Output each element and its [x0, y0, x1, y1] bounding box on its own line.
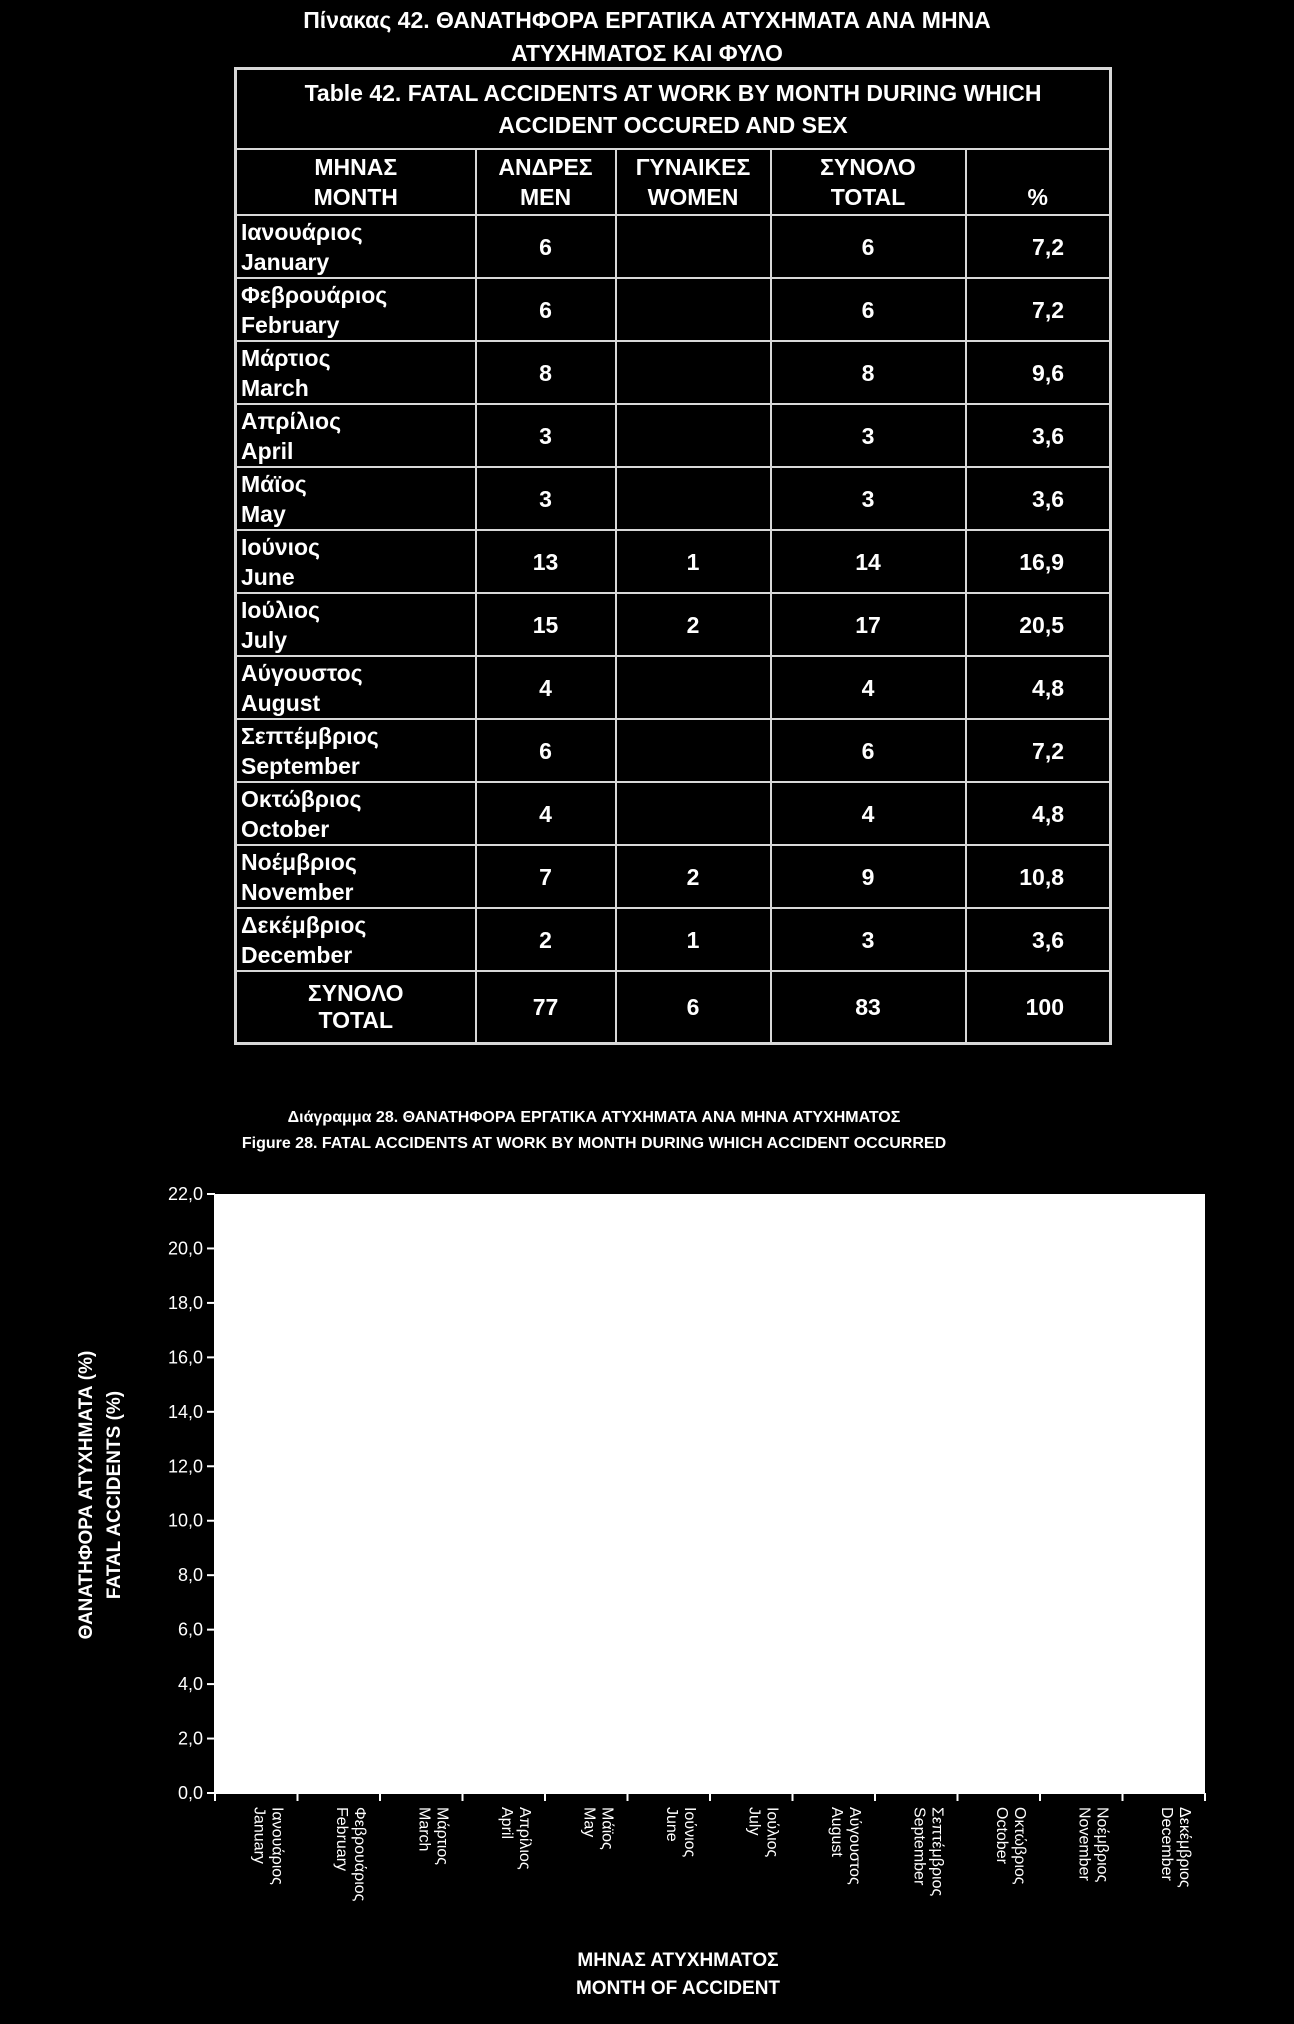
category-label [745, 1807, 780, 1858]
women-cell [616, 278, 771, 341]
y-tick-label: 22,0 [167, 1184, 203, 1204]
chart-title: Διάγραμμα 28. ΘΑΝΑΤΗΦΟΡΑ ΕΡΓΑΤΙΚΑ ΑΤΥΧΗΜΑΤΑ ΑΝΑ ΜΗΝΑ ΑΤΥΧΗΜΑΤΟΣ [287, 1109, 901, 1126]
percent-cell: 3,6 [966, 467, 1111, 530]
table-row [236, 719, 1111, 782]
y-tick-label: 14,0 [167, 1401, 203, 1422]
fatal-accidents-chart [0, 1090, 1294, 2024]
men-cell: 4 [476, 656, 616, 719]
y-tick-label: 20,0 [167, 1238, 203, 1259]
category-label-english: February [332, 1807, 350, 1872]
total-cell: 3 [771, 404, 966, 467]
category-label-english: April [497, 1807, 515, 1840]
month-cell [236, 530, 476, 593]
category-label-english: November [1075, 1807, 1093, 1881]
total-row [236, 971, 1111, 1044]
total-cell: 6 [771, 215, 966, 278]
month-greek: Σεπτέμβριος [241, 722, 379, 749]
month-cell [236, 719, 476, 782]
table-row [236, 845, 1111, 908]
men-cell: 2 [476, 908, 616, 971]
percent-cell: 7,2 [966, 215, 1111, 278]
table-row [236, 782, 1111, 845]
header-text: ΓΥΝΑΙΚΕΣ [635, 154, 751, 180]
month-cell [236, 341, 476, 404]
men-cell: 15 [476, 593, 616, 656]
percent-cell: 7,2 [966, 278, 1111, 341]
header-text: WOMEN [647, 184, 739, 210]
percent-cell: 4,8 [966, 782, 1111, 845]
page-title-line: Πίνακας 42. ΘΑΝΑΤΗΦΟΡΑ ΕΡΓΑΤΙΚΑ ΑΤΥΧΗΜΑΤΑ ΑΝΑ ΜΗΝΑ [303, 7, 991, 33]
percent-cell: 3,6 [966, 908, 1111, 971]
women-cell [616, 341, 771, 404]
total-cell: 3 [771, 908, 966, 971]
table-row [236, 215, 1111, 278]
page-title [0, 4, 1294, 70]
month-english: April [241, 437, 294, 464]
month-cell [236, 782, 476, 845]
percent-cell: 3,6 [966, 404, 1111, 467]
category-label-english: September [910, 1807, 928, 1886]
category-label [1158, 1807, 1193, 1888]
table-row [236, 278, 1111, 341]
header-text: MEN [519, 184, 572, 210]
category-label-greek: Απρίλιος [515, 1807, 533, 1870]
women-cell [616, 215, 771, 278]
month-cell [236, 908, 476, 971]
category-label-english: August [827, 1807, 845, 1857]
category-label [415, 1807, 450, 1865]
month-greek: Απρίλιος [241, 407, 342, 434]
header-percent [966, 149, 1111, 215]
header-month [236, 149, 476, 215]
women-cell [616, 467, 771, 530]
table-row [236, 908, 1111, 971]
month-english: June [241, 563, 295, 590]
y-axis-label: ΘΑΝΑΤΗΦΟΡΑ ΑΤΥΧΗΜΑΤΑ (%) [76, 1350, 97, 1640]
percent-cell: 10,8 [966, 845, 1111, 908]
category-label-greek: Σεπτέμβριος [928, 1807, 946, 1897]
total-cell: 4 [771, 656, 966, 719]
month-greek: Ιούνιος [241, 533, 321, 560]
month-greek: Ιούλιος [241, 596, 321, 623]
category-label-greek: Αύγουστος [845, 1807, 863, 1885]
category-label-greek: Ιούνιος [680, 1807, 698, 1858]
month-english: October [241, 815, 330, 842]
category-label-english: December [1157, 1807, 1175, 1881]
header-text: MONTH [313, 184, 398, 210]
month-greek: ΣΥΝΟΛΟ [307, 980, 404, 1006]
month-cell [236, 656, 476, 719]
month-greek: Μάϊος [241, 470, 307, 497]
header-total [771, 149, 966, 215]
total-cell: 83 [771, 971, 966, 1044]
total-cell: 6 [771, 719, 966, 782]
month-english: November [241, 878, 354, 905]
category-label-greek: Φεβρουάριος [350, 1807, 368, 1902]
women-cell [616, 656, 771, 719]
total-cell: 9 [771, 845, 966, 908]
men-cell: 6 [476, 719, 616, 782]
plot-area [215, 1194, 1205, 1793]
category-label-english: January [250, 1807, 268, 1864]
y-tick-label: 2,0 [177, 1728, 203, 1749]
table-row [236, 341, 1111, 404]
table-caption-line: ACCIDENT OCCURED AND SEX [498, 112, 848, 138]
month-greek: Μάρτιος [241, 344, 331, 371]
month-cell [236, 845, 476, 908]
month-english: July [241, 626, 288, 653]
table-body [236, 215, 1111, 1044]
month-cell [236, 215, 476, 278]
month-cell [236, 278, 476, 341]
month-greek: Δεκέμβριος [241, 911, 367, 938]
table-row [236, 404, 1111, 467]
header-text: TOTAL [830, 184, 906, 210]
category-label-english: October [992, 1807, 1010, 1864]
month-cell [236, 593, 476, 656]
percent-cell: 16,9 [966, 530, 1111, 593]
page-title-line: ΑΤΥΧΗΜΑΤΟΣ ΚΑΙ ΦΥΛΟ [511, 40, 783, 66]
total-cell: 8 [771, 341, 966, 404]
category-label-greek: Οκτώβριος [1010, 1807, 1028, 1885]
category-label-greek: Δεκέμβριος [1175, 1807, 1193, 1888]
men-cell: 8 [476, 341, 616, 404]
month-cell [236, 404, 476, 467]
header-text: ΣΥΝΟΛΟ [820, 154, 916, 180]
category-label [910, 1807, 945, 1896]
category-label [498, 1807, 533, 1870]
month-greek: Αύγουστος [241, 659, 363, 686]
y-axis-label: FATAL ACCIDENTS (%) [104, 1390, 125, 1600]
table-row [236, 467, 1111, 530]
percent-cell: 7,2 [966, 719, 1111, 782]
month-greek: Οκτώβριος [241, 785, 362, 812]
category-label [993, 1807, 1028, 1885]
women-cell [616, 782, 771, 845]
fatal-accidents-table [234, 67, 1112, 1045]
y-tick-label: 0,0 [177, 1783, 203, 1803]
header-women [616, 149, 771, 215]
month-english: May [241, 500, 286, 527]
category-label-english: July [745, 1807, 763, 1836]
category-label [250, 1807, 285, 1885]
month-cell [236, 971, 476, 1044]
total-cell: 14 [771, 530, 966, 593]
month-english: TOTAL [318, 1007, 394, 1033]
women-cell: 6 [616, 971, 771, 1044]
percent-cell: 100 [966, 971, 1111, 1044]
month-greek: Νοέμβριος [241, 848, 357, 875]
chart-title: Figure 28. FATAL ACCIDENTS AT WORK BY MONTH DURING WHICH ACCIDENT OCCURRED [241, 1135, 947, 1152]
men-cell: 4 [476, 782, 616, 845]
x-axis-label: ΜΗΝΑΣ ΑΤΥΧΗΜΑΤΟΣ [577, 1950, 779, 1971]
women-cell: 2 [616, 593, 771, 656]
category-label [663, 1807, 698, 1858]
header-text: ΑΝΔΡΕΣ [498, 154, 593, 180]
y-tick-label: 10,0 [167, 1510, 203, 1531]
category-label-english: June [662, 1807, 680, 1842]
month-english: September [241, 752, 360, 779]
category-label-greek: Ιούλιος [763, 1807, 781, 1858]
category-label [828, 1807, 863, 1885]
month-greek: Ιανουάριος [241, 218, 363, 245]
month-english: March [241, 374, 309, 401]
category-label-greek: Μάϊος [598, 1807, 616, 1850]
category-label-english: May [580, 1807, 598, 1838]
header-text: % [1027, 184, 1048, 210]
month-cell [236, 467, 476, 530]
y-tick-label: 16,0 [167, 1347, 203, 1368]
category-label-greek: Ιανουάριος [268, 1807, 286, 1885]
women-cell: 2 [616, 845, 771, 908]
total-cell: 4 [771, 782, 966, 845]
percent-cell: 9,6 [966, 341, 1111, 404]
table-row [236, 530, 1111, 593]
month-english: January [241, 248, 330, 275]
table-row [236, 656, 1111, 719]
total-cell: 3 [771, 467, 966, 530]
men-cell: 3 [476, 467, 616, 530]
header-row [236, 149, 1111, 215]
women-cell [616, 719, 771, 782]
percent-cell: 4,8 [966, 656, 1111, 719]
month-english: February [241, 311, 340, 338]
table-caption-line: Table 42. FATAL ACCIDENTS AT WORK BY MONTH DURING WHICH [304, 80, 1042, 106]
category-label [1075, 1807, 1110, 1883]
category-label-greek: Νοέμβριος [1093, 1807, 1111, 1883]
y-tick-label: 6,0 [177, 1619, 203, 1640]
table-caption [236, 69, 1111, 150]
men-cell: 3 [476, 404, 616, 467]
header-men [476, 149, 616, 215]
total-cell: 17 [771, 593, 966, 656]
category-label [580, 1807, 615, 1850]
women-cell: 1 [616, 530, 771, 593]
percent-cell: 20,5 [966, 593, 1111, 656]
month-english: December [241, 941, 353, 968]
y-tick-label: 18,0 [167, 1292, 203, 1313]
total-cell: 6 [771, 278, 966, 341]
y-tick-label: 4,0 [177, 1674, 203, 1695]
month-greek: Φεβρουάριος [241, 281, 388, 308]
men-cell: 7 [476, 845, 616, 908]
category-label-english: March [415, 1807, 433, 1852]
women-cell [616, 404, 771, 467]
header-text: ΜΗΝΑΣ [314, 154, 398, 180]
y-tick-label: 12,0 [167, 1456, 203, 1477]
men-cell: 13 [476, 530, 616, 593]
x-axis-label: MONTH OF ACCIDENT [575, 1978, 781, 1999]
table-row [236, 593, 1111, 656]
month-english: August [241, 689, 321, 716]
category-label [333, 1807, 368, 1902]
y-tick-label: 8,0 [177, 1565, 203, 1586]
men-cell: 77 [476, 971, 616, 1044]
category-label-greek: Μάρτιος [433, 1807, 451, 1865]
men-cell: 6 [476, 278, 616, 341]
men-cell: 6 [476, 215, 616, 278]
women-cell: 1 [616, 908, 771, 971]
